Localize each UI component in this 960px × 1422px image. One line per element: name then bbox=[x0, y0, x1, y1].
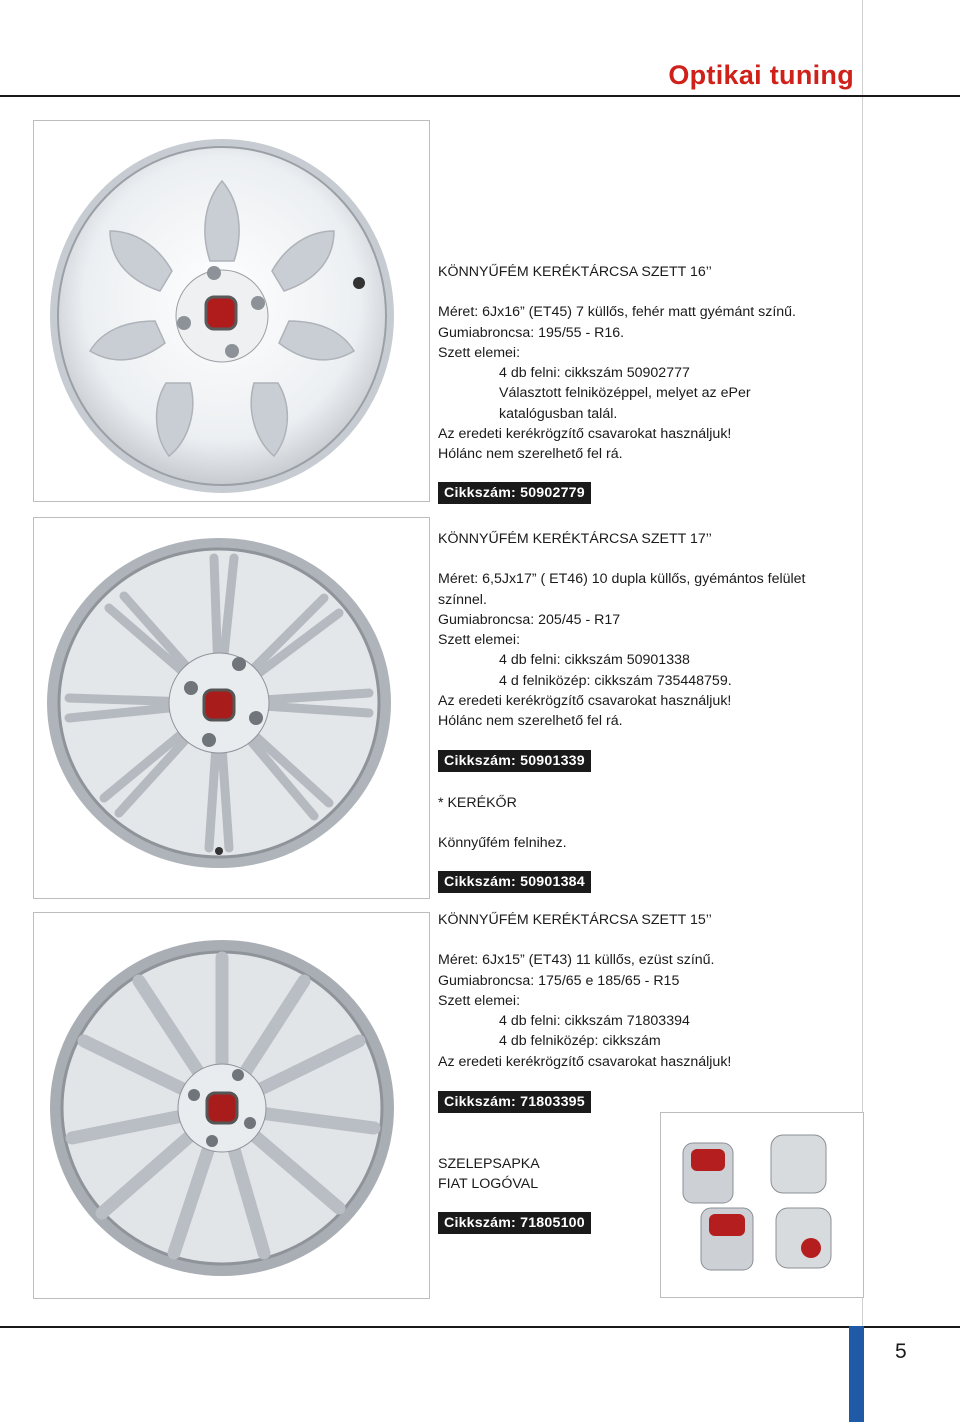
valve-cap-heading-2: FIAT LOGÓVAL bbox=[438, 1176, 539, 1193]
page-title: Optikai tuning bbox=[668, 60, 854, 90]
item-16-indented: Választott felniközéppel, melyet az ePer bbox=[499, 385, 751, 402]
item-15-line: Méret: 6Jx15” (ET43) 11 küllős, ezüst színű. bbox=[438, 952, 715, 969]
page-number: 5 bbox=[895, 1340, 907, 1363]
item-16-line: Méret: 6Jx16” (ET45) 7 küllős, fehér matt gyémánt színű. bbox=[438, 304, 796, 321]
footer-rule bbox=[0, 1326, 960, 1328]
page-tab bbox=[849, 1326, 864, 1422]
item-17-note: Az eredeti kerékrögzítő csavarokat használjuk! bbox=[438, 693, 732, 710]
part-number-badge: Cikkszám: 50901384 bbox=[438, 871, 591, 893]
wheel-lock-heading: * KERÉKŐR bbox=[438, 795, 517, 811]
item-16-heading: KÖNNYŰFÉM KERÉKTÁRCSA SZETT 16’’ bbox=[438, 264, 712, 280]
item-17-line: színnel. bbox=[438, 591, 487, 608]
item-16-note: Hólánc nem szerelhető fel rá. bbox=[438, 446, 623, 463]
wheel-17-image bbox=[33, 517, 430, 899]
part-number-badge: Cikkszám: 71805100 bbox=[438, 1212, 591, 1234]
part-number-badge: Cikkszám: 50901339 bbox=[438, 750, 591, 772]
item-17-indented: 4 d felniközép: cikkszám 735448759. bbox=[499, 672, 732, 689]
wheel-lock-text bbox=[438, 793, 567, 854]
wheel-15-graphic bbox=[34, 913, 429, 1298]
valve-cap-heading: SZELEPSAPKA bbox=[438, 1156, 540, 1172]
wheel-17-graphic bbox=[34, 518, 429, 898]
wheel-15-image bbox=[33, 912, 430, 1299]
item-17-indented: 4 db felni: cikkszám 50901338 bbox=[499, 652, 690, 669]
item-17-note: Hólánc nem szerelhető fel rá. bbox=[438, 713, 623, 730]
valve-cap-text bbox=[438, 1154, 540, 1195]
item-17-text bbox=[438, 529, 805, 732]
part-number-badge: Cikkszám: 50902779 bbox=[438, 482, 591, 504]
item-15-line: Gumiabroncsa: 175/65 e 185/65 - R15 bbox=[438, 972, 680, 989]
wheel-16-image bbox=[33, 120, 430, 502]
wheel-lock-line: Könnyűfém felnihez. bbox=[438, 835, 567, 852]
valve-caps-graphic bbox=[661, 1113, 863, 1297]
item-16-note: Az eredeti kerékrögzítő csavarokat használjuk! bbox=[438, 426, 732, 443]
item-17-line: Méret: 6,5Jx17” ( ET46) 10 dupla küllős, gyémántos felület bbox=[438, 571, 806, 588]
item-16-text bbox=[438, 262, 796, 465]
header-rule bbox=[0, 95, 960, 97]
item-17-heading: KÖNNYŰFÉM KERÉKTÁRCSA SZETT 17’’ bbox=[438, 531, 712, 547]
item-17-line: Gumiabroncsa: 205/45 - R17 bbox=[438, 611, 621, 628]
item-15-note: Az eredeti kerékrögzítő csavarokat használjuk! bbox=[438, 1053, 732, 1070]
item-15-heading: KÖNNYŰFÉM KERÉKTÁRCSA SZETT 15’’ bbox=[438, 912, 712, 928]
item-15-indented: 4 db felniközép: cikkszám bbox=[499, 1033, 661, 1050]
item-16-indented: 4 db felni: cikkszám 50902777 bbox=[499, 365, 690, 382]
wheel-16-graphic bbox=[34, 121, 429, 501]
item-16-line: Szett elemei: bbox=[438, 344, 521, 361]
item-15-text bbox=[438, 910, 731, 1072]
item-16-indented: katalógusban talál. bbox=[499, 405, 618, 422]
item-15-line: Szett elemei: bbox=[438, 992, 521, 1009]
item-15-indented: 4 db felni: cikkszám 71803394 bbox=[499, 1013, 690, 1030]
item-17-line: Szett elemei: bbox=[438, 632, 521, 649]
valve-caps-image bbox=[660, 1112, 864, 1298]
item-16-line: Gumiabroncsa: 195/55 - R16. bbox=[438, 324, 625, 341]
part-number-badge: Cikkszám: 71803395 bbox=[438, 1091, 591, 1113]
